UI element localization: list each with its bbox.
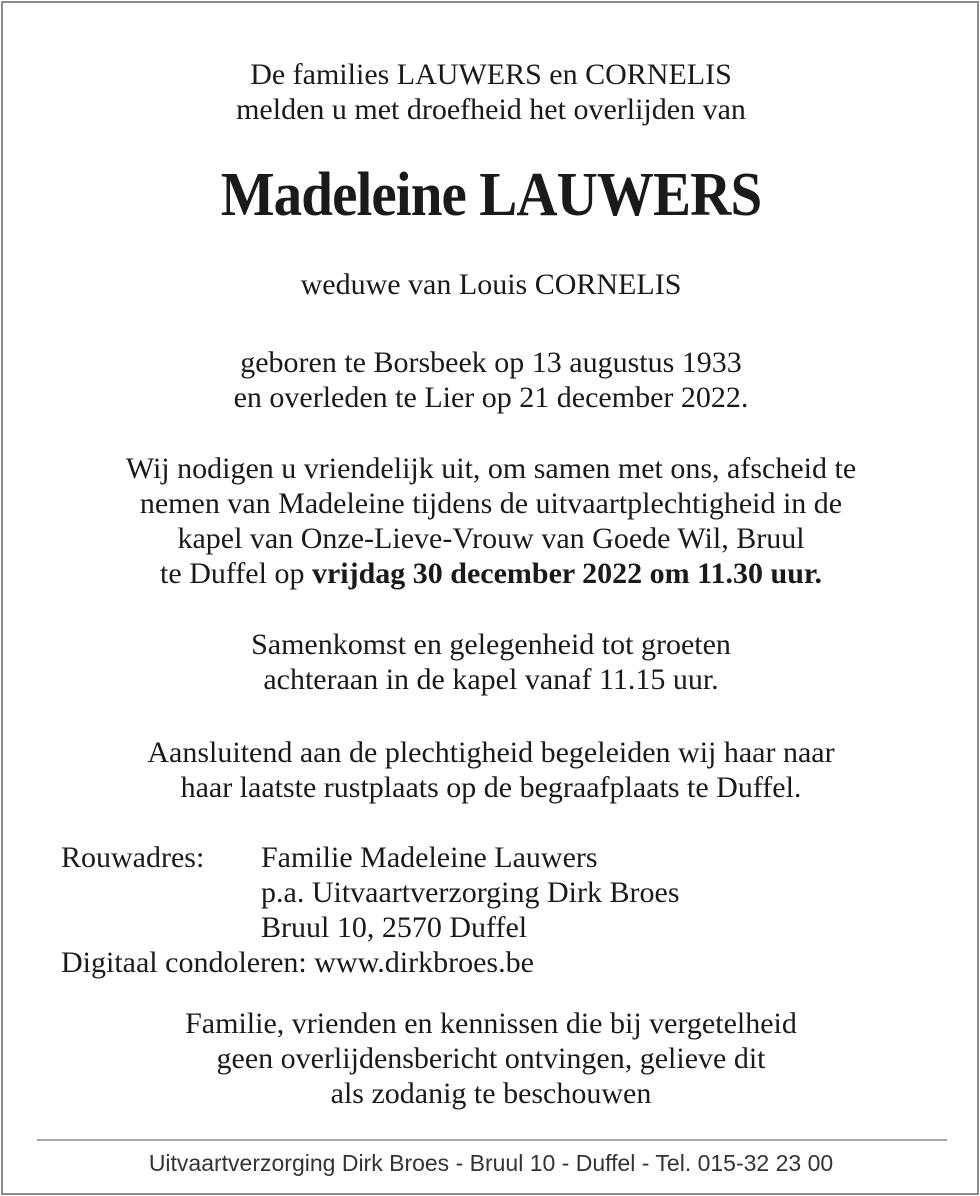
closing-line-3: als zodanig te beschouwen — [330, 1077, 652, 1110]
invitation-place: te Duffel op — [160, 557, 305, 590]
address-line-2: p.a. Uitvaartverzorging Dirk Broes — [261, 876, 680, 909]
invitation-line-3: kapel van Onze-Lieve-Vrouw van Goede Wil, Bruul — [177, 522, 805, 555]
closing-line-1: Familie, vrienden en kennissen die bij vergetelheid — [185, 1007, 797, 1040]
invitation-line-4 — [3, 556, 979, 591]
burial-text — [3, 735, 979, 805]
invitation-line-2: nemen van Madeleine tijdens de uitvaartplechtigheid in de — [139, 487, 843, 520]
footer-divider — [37, 1139, 947, 1141]
address-label: Rouwadres: — [61, 841, 205, 874]
spouse-line — [3, 267, 979, 302]
spouse-text: weduwe van Louis CORNELIS — [300, 268, 682, 301]
invitation-line-1: Wij nodigen u vriendelijk uit, om samen met ons, afscheid te — [125, 452, 857, 485]
address-line-3: Bruul 10, 2570 Duffel — [261, 911, 528, 944]
intro-text — [3, 57, 979, 127]
address-line-1: Familie Madeleine Lauwers — [261, 841, 598, 874]
closing-text — [3, 1006, 979, 1111]
closing-line-2: geen overlijdensbericht ontvingen, gelieve dit — [216, 1042, 766, 1075]
intro-line-2: melden u met droefheid het overlijden van — [236, 93, 746, 126]
intro-line-1: De families LAUWERS en CORNELIS — [250, 58, 732, 91]
gathering-line-1: Samenkomst en gelegenheid tot groeten — [251, 628, 731, 661]
footer-text: Uitvaartverzorging Dirk Broes - Bruul 10 - Duffel - Tel. 015-32 23 00 — [148, 1150, 834, 1176]
death-line: en overleden te Lier op 21 december 2022. — [233, 381, 749, 414]
burial-line-2: haar laatste rustplaats op de begraafplaats te Duffel. — [180, 771, 802, 804]
birth-line: geboren te Borsbeek op 13 augustus 1933 — [240, 346, 742, 379]
condolence-line: Digitaal condoleren: www.dirkbroes.be — [61, 946, 534, 979]
invitation-text — [3, 451, 979, 591]
burial-line-1: Aansluitend aan de plechtigheid begeleiden wij haar naar — [147, 736, 835, 769]
life-dates — [3, 345, 979, 415]
mourning-address — [61, 840, 680, 980]
ceremony-datetime: vrijdag 30 december 2022 om 11.30 uur. — [311, 557, 822, 590]
obituary-notice — [1, 1, 979, 1195]
gathering-text — [3, 627, 979, 697]
gathering-line-2: achteraan in de kapel vanaf 11.15 uur. — [263, 663, 719, 696]
deceased-name: Madeleine LAUWERS — [220, 161, 762, 229]
